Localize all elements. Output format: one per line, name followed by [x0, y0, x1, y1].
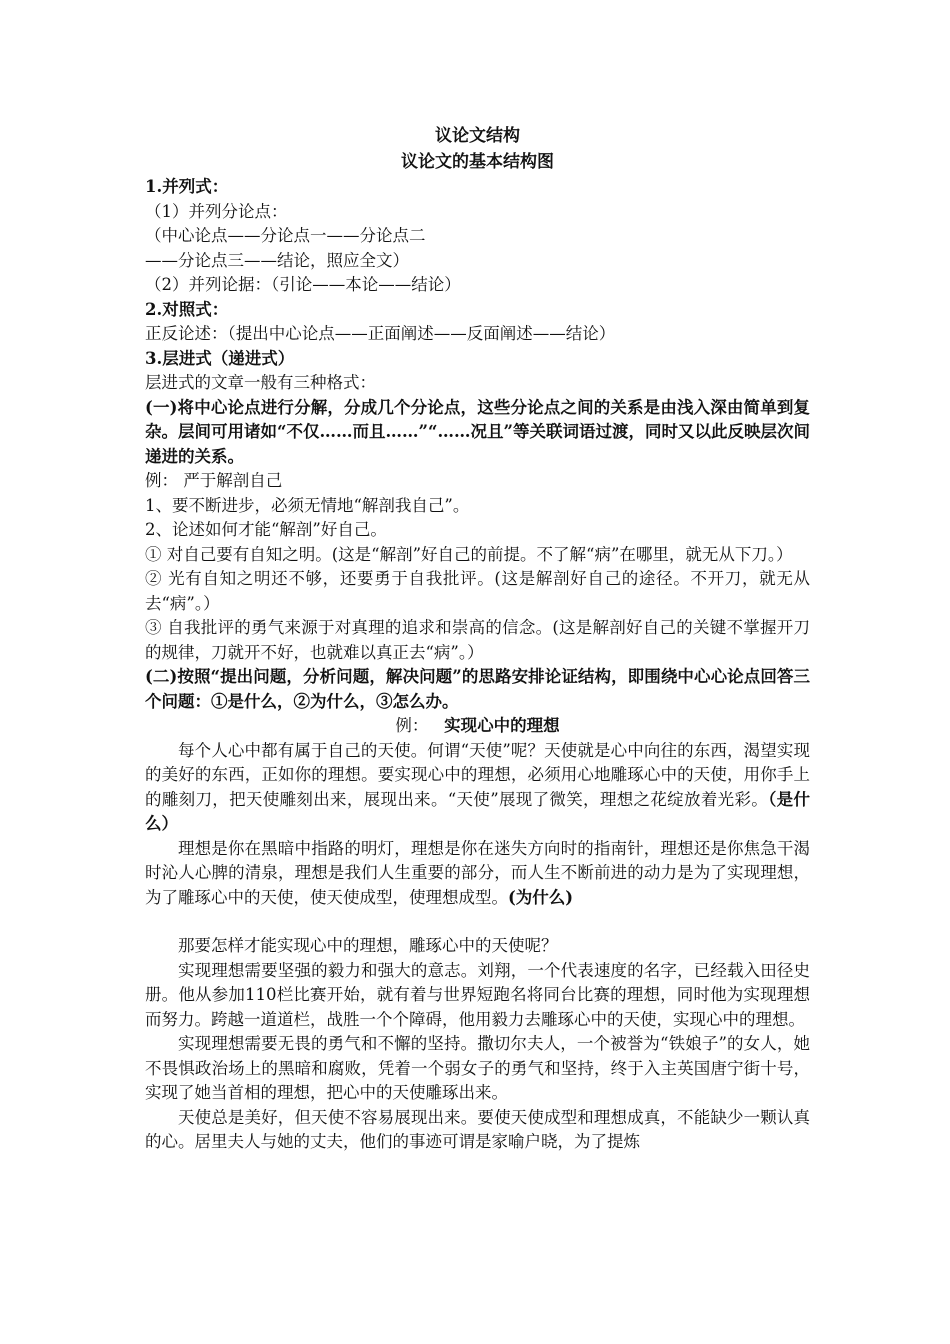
essay-paragraph-1-text: 每个人心中都有属于自己的天使。何谓“天使”呢？天使就是心中向往的东西，渴望实现的美好的东西，正如你的理想。要实现心中的理想，必须用心地雕琢心中的天使，用你手上的雕刻刀，把天使雕刻出来，展现出来。“天使”展现了微笑，理想之花绽放着光彩。 [145, 740, 810, 809]
example-1-line-2: 2、论述如何才能“解剖”好自己。 [145, 520, 387, 539]
essay-paragraph-1 [145, 739, 810, 837]
document-title: 议论文结构 [435, 126, 520, 146]
essay-paragraph-4: 实现理想需要坚强的毅力和强大的意志。刘翔，一个代表速度的名字，已经载入田径史册。他从参加110栏比赛开始，就有着与世界短跑名将同台比赛的理想，同时他为实现理想而努力。跨越一道道栏，战胜一个个障碍，他用毅力去雕琢心中的天使，实现心中的理想。 [145, 960, 810, 1029]
section-2-line-1: 正反论述：（提出中心论点——正面阐述——反面阐述——结论） [145, 324, 616, 343]
section-1-line-4: （2）并列论据：（引论——本论——结论） [145, 275, 461, 294]
format-one-paragraph: (一)将中心论点进行分解，分成几个分论点，这些分论点之间的关系是由浅入深由简单到复杂。层间可用诸如“不仅……而且……”“……况且”等关联词语过渡，同时又以此反映层次间递进的关系。 [145, 397, 810, 466]
format-two-paragraph: (二)按照“提出问题，分析问题，解决问题”的思路安排论证结构，即围绕中心心论点回答三个问题：①是什么，②为什么，③怎么办。 [145, 667, 810, 711]
section-1-heading: 1.并列式： [145, 177, 229, 196]
essay-paragraph-1-tag: （是什么） [145, 789, 811, 833]
essay-paragraph-6: 天使总是美好，但天使不容易展现出来。要使天使成型和理想成真，不能缺少一颗认真的心。居里夫人与她的丈夫，他们的事迹可谓是家喻户晓，为了提炼 [145, 1107, 810, 1151]
section-2-heading: 2.对照式： [145, 299, 229, 319]
essay-paragraph-2-tag: (为什么) [508, 887, 574, 907]
essay-paragraph-3: 那要怎样才能实现心中的理想，雕琢心中的天使呢？ [178, 936, 558, 955]
document-subtitle: 议论文的基本结构图 [401, 152, 554, 172]
section-1-line-1: （1）并列分论点： [145, 201, 288, 221]
essay-paragraph-2-text: 理想是你在黑暗中指路的明灯，理想是你在迷失方向时的指南针，理想还是你焦急干渴时沁人心脾的清泉，理想是我们人生重要的部分，而人生不断前进的动力是为了实现理想，为了雕琢心中的天使，使天使成型，使理想成型。 [145, 838, 810, 907]
example-1-title: 例： 严于解剖自己 [145, 471, 283, 490]
blank-line [145, 910, 810, 934]
section-3-intro: 层进式的文章一般有三种格式： [145, 373, 376, 392]
essay-paragraph-5: 实现理想需要无畏的勇气和不懈的坚持。撒切尔夫人，一个被誉为“铁娘子”的女人，她不畏惧政治场上的黑暗和腐败，凭着一个弱女子的勇气和坚持，终于入主英国唐宁街十号，实现了她当首相的理想，把心中的天使雕琢出来。 [145, 1034, 810, 1102]
section-3-heading: 3.层进式（递进式） [145, 348, 295, 368]
section-1-line-2: （中心论点——分论点一——分论点二 [145, 226, 426, 245]
example-2-heading [145, 714, 810, 739]
example-1-line-1: 1、要不断进步，必须无情地“解剖我自己”。 [145, 495, 470, 515]
example-1-point-3: ③ 自我批评的勇气来源于对真理的追求和崇高的信念。(这是解剖好自己的关键不掌握开刀的规律，刀就开不好，也就难以真正去“病”。） [145, 618, 810, 662]
example-1-point-1: ① 对自己要有自知之明。(这是“解剖”好自己的前提。不了解“病”在哪里，就无从下刀。） [145, 544, 793, 564]
example-2-label: 例： [395, 716, 429, 735]
example-2-title: 实现心中的理想 [444, 716, 560, 735]
section-1-line-3: ——分论点三——结论，照应全文） [145, 250, 409, 270]
essay-paragraph-2 [145, 837, 810, 911]
example-1-point-2: ② 光有自知之明还不够，还要勇于自我批评。(这是解剖好自己的途径。不开刀，就无从去“病”。） [145, 569, 810, 613]
